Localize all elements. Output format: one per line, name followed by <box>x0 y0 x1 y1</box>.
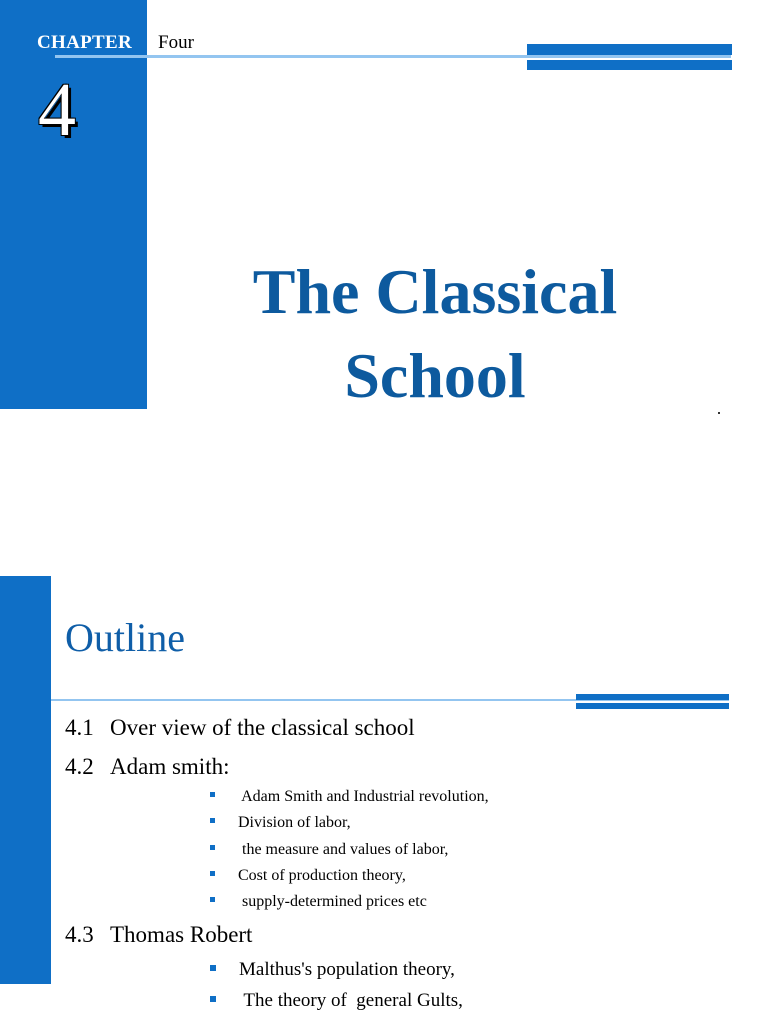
chapter-word: Four <box>158 32 194 53</box>
outline-item-number: 4.2 <box>65 754 94 779</box>
sub-list-item <box>210 841 448 859</box>
left-accent-bar <box>0 0 147 409</box>
stray-dot <box>718 412 720 414</box>
square-bullet-icon <box>210 996 216 1002</box>
sub-list-item <box>210 959 455 981</box>
sub-list-item <box>210 867 406 885</box>
outline-item-text: Thomas Robert <box>110 922 253 947</box>
outline-item-text: Adam smith: <box>110 754 230 779</box>
outline-item <box>65 922 252 948</box>
sub-list-item-text: the measure and values of labor, <box>238 841 449 858</box>
title-accent-stripe-bottom <box>576 703 729 709</box>
square-bullet-icon <box>210 897 215 902</box>
chapter-title-slide <box>0 0 768 420</box>
sub-list-item-text: Division of labor, <box>238 814 351 831</box>
sub-list-item-text: Adam Smith and Industrial revolution, <box>238 788 489 805</box>
title-accent-stripe-top <box>576 694 729 700</box>
chapter-number: 4 <box>38 68 76 152</box>
outline-item-number: 4.3 <box>65 922 94 947</box>
slide-title <box>150 250 720 418</box>
chapter-label: CHAPTER <box>37 32 132 53</box>
square-bullet-icon <box>210 965 216 971</box>
sub-list-item-text: The theory of general Gults, <box>239 990 463 1011</box>
sub-list-item <box>210 990 463 1012</box>
sub-list-item <box>210 893 427 911</box>
outline-title: Outline <box>65 615 185 660</box>
outline-item <box>65 715 415 741</box>
sub-list-item-text: supply-determined prices etc <box>238 893 427 910</box>
sub-list-item-text: Cost of production theory, <box>238 867 406 884</box>
slide-title-line-2: School <box>344 340 526 411</box>
sub-list-item <box>210 814 351 832</box>
header-accent-stripe-bottom <box>527 60 732 70</box>
square-bullet-icon <box>210 792 215 797</box>
outline-item-text: Over view of the classical school <box>110 715 415 740</box>
square-bullet-icon <box>210 818 215 823</box>
header-accent-stripe-top <box>527 44 732 55</box>
square-bullet-icon <box>210 871 215 876</box>
sub-list-item-text: Malthus's population theory, <box>239 959 455 980</box>
outline-item <box>65 754 229 780</box>
left-accent-bar <box>0 576 51 984</box>
outline-item-number: 4.1 <box>65 715 94 740</box>
square-bullet-icon <box>210 845 215 850</box>
slide-title-line-1: The Classical <box>252 256 618 327</box>
sub-list-item <box>210 788 489 806</box>
outline-slide <box>0 576 768 1024</box>
header-divider-line <box>55 55 731 58</box>
